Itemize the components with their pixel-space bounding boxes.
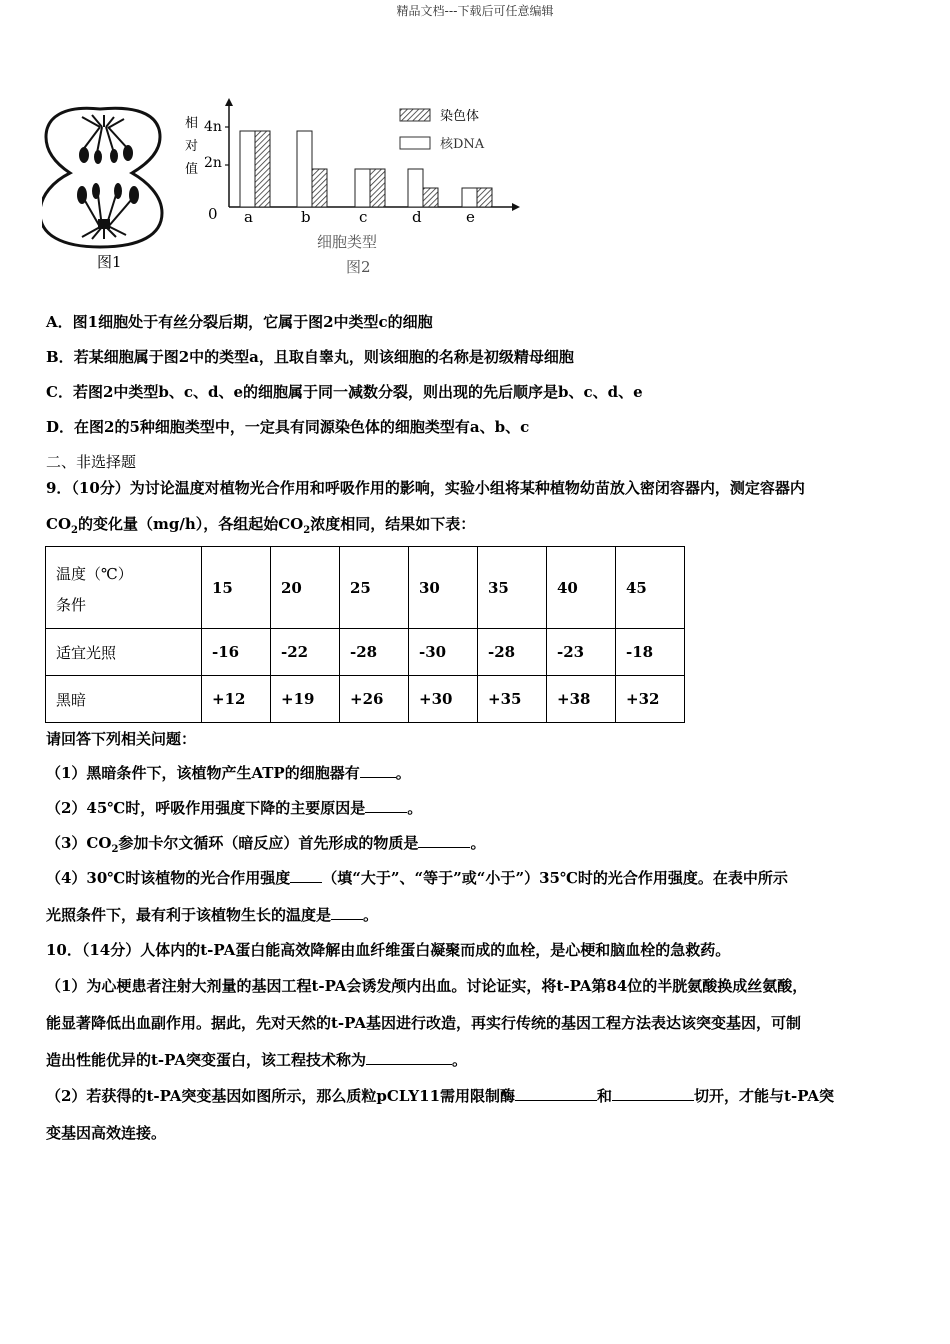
value-cell: +12: [202, 676, 271, 723]
temp-cell: 40: [547, 547, 616, 629]
value-cell: +38: [547, 676, 616, 723]
answer-blank[interactable]: [366, 1050, 452, 1065]
q10-sub2-line1: （2）若获得的t-PA突变基因如图所示，那么质粒pCLY11需用限制酶 和 切开，才能与t-PA突: [46, 1087, 835, 1105]
value-cell: -22: [271, 629, 340, 676]
x-tick-b: b: [301, 208, 311, 226]
bar-dna-a: [240, 131, 255, 207]
temp-cell: 20: [271, 547, 340, 629]
ytick-2n: 2n: [204, 155, 222, 171]
fig2-label: 图2: [346, 258, 371, 276]
answer-blank[interactable]: [515, 1086, 597, 1101]
table-corner-cell: 温度（℃） 条件: [46, 547, 202, 629]
bar-dna-e: [462, 188, 477, 207]
x-tick-d: d: [412, 208, 422, 226]
table-header-row: [46, 547, 685, 629]
value-cell: -23: [547, 629, 616, 676]
answer-blank[interactable]: [418, 833, 470, 848]
figure-area: [42, 95, 532, 285]
y-axis-label-3: 值: [185, 162, 199, 177]
value-cell: -30: [409, 629, 478, 676]
q10-sub1-line3: 造出性能优异的t-PA突变蛋白，该工程技术称为 。: [46, 1051, 467, 1069]
answer-blank[interactable]: [612, 1086, 694, 1101]
bar-dna-c: [355, 169, 370, 207]
section-title: 二、非选择题: [46, 453, 137, 471]
q8-option-b: B．若某细胞属于图2中的类型a，且取自睾丸，则该细胞的名称是初级精母细胞: [46, 348, 574, 366]
page-header: 精品文档---下载后可任意编辑: [396, 4, 554, 18]
value-cell: +32: [616, 676, 685, 723]
q10-sub2-line2: 变基因高效连接。: [46, 1124, 167, 1142]
q8-option-c: C．若图2中类型b、c、d、e的细胞属于同一减数分裂，则出现的先后顺序是b、c、d、e: [46, 383, 643, 401]
ytick-4n: 4n: [204, 119, 222, 135]
bar-chromosome-c: [370, 169, 385, 207]
value-cell: +19: [271, 676, 340, 723]
figure-svg: [42, 95, 532, 285]
answer-blank[interactable]: [290, 868, 322, 883]
x-tick-e: e: [466, 208, 475, 226]
bar-dna-b: [297, 131, 312, 207]
q10-intro: 10．（14分）人体内的t-PA蛋白能高效降解由血纤维蛋白凝聚而成的血栓，是心梗和脑血栓的急救药。: [46, 941, 731, 959]
answer-blank[interactable]: [331, 905, 363, 920]
value-cell: +26: [340, 676, 409, 723]
bar-chromosome-d: [423, 188, 438, 207]
bar-dna-d: [408, 169, 423, 207]
row-label: 黑暗: [46, 676, 202, 723]
q8-option-a: A．图1细胞处于有丝分裂后期，它属于图2中类型c的细胞: [46, 313, 433, 331]
cell-division-illustration: [42, 108, 162, 247]
origin-label: 0: [208, 205, 218, 223]
q9-sub4-line1: （4）30℃时该植物的光合作用强度 （填“大于”、“等于”或“小于”）35℃时的光合作用强度。在表中所示: [46, 869, 788, 887]
q10-sub1-line1: （1）为心梗患者注射大剂量的基因工程t-PA会诱发颅内出血。讨论证实，将t-PA第84位的半胱氨酸换成丝氨酸，: [46, 977, 808, 995]
fig1-label: 图1: [97, 253, 122, 271]
y-axis-label-2: 对: [185, 139, 199, 154]
answer-blank[interactable]: [365, 798, 407, 813]
row-label: 适宜光照: [46, 629, 202, 676]
temp-cell: 35: [478, 547, 547, 629]
x-axis-arrow: [512, 203, 520, 211]
q9-sub3: $(3)CO_2$参加卡尔文循环（暗反应）首先形成的物质是 。: [46, 834, 486, 855]
q10-sub1-line2: 能显著降低出血副作用。据此，先对天然的t-PA基因进行改造，再实行传统的基因工程方法表达该突变基因，可制: [46, 1014, 801, 1032]
value-cell: -28: [340, 629, 409, 676]
q9-prompt: 请回答下列相关问题：: [46, 730, 197, 748]
bar-chromosome-b: [312, 169, 327, 207]
legend-chromosome: 染色体: [440, 109, 480, 124]
q9-data-table: [45, 546, 685, 723]
q8-option-d: D．在图2的5种细胞类型中，一定具有同源染色体的细胞类型有a、b、c: [46, 418, 530, 436]
q9-sub1: （1）黑暗条件下，该植物产生ATP的细胞器有 。: [46, 764, 411, 782]
legend-swatch-chromosome: [400, 109, 430, 121]
q9-sub2: （2）45℃时，呼吸作用强度下降的主要原因是 。: [46, 799, 423, 817]
table-row-dark: [46, 676, 685, 723]
value-cell: -18: [616, 629, 685, 676]
legend-swatch-dna: [400, 137, 430, 149]
x-axis-title: 细胞类型: [317, 233, 378, 251]
value-cell: +35: [478, 676, 547, 723]
x-tick-a: a: [244, 208, 253, 226]
temp-cell: 30: [409, 547, 478, 629]
q9-sub4-line2: 光照条件下，最有利于该植物生长的温度是 。: [46, 906, 379, 924]
y-axis-arrow: [225, 98, 233, 106]
temp-cell: 25: [340, 547, 409, 629]
value-cell: +30: [409, 676, 478, 723]
temp-cell: 15: [202, 547, 271, 629]
q9-intro-line1: 9．（10分）为讨论温度对植物光合作用和呼吸作用的影响，实验小组将某种植物幼苗放入密闭容器内，测定容器内: [46, 479, 805, 497]
answer-blank[interactable]: [360, 763, 396, 778]
x-tick-c: c: [359, 208, 368, 226]
bar-chromosome-e: [477, 188, 492, 207]
temp-cell: 45: [616, 547, 685, 629]
bar-chromosome-a: [255, 131, 270, 207]
q9-intro-line2: $CO_2$的变化量（mg/h），各组起始$CO_2$浓度相同，结果如下表：: [46, 515, 476, 536]
value-cell: -16: [202, 629, 271, 676]
value-cell: -28: [478, 629, 547, 676]
table-row-light: [46, 629, 685, 676]
legend-dna: 核DNA: [440, 137, 485, 152]
y-axis-label-1: 相: [185, 116, 199, 131]
